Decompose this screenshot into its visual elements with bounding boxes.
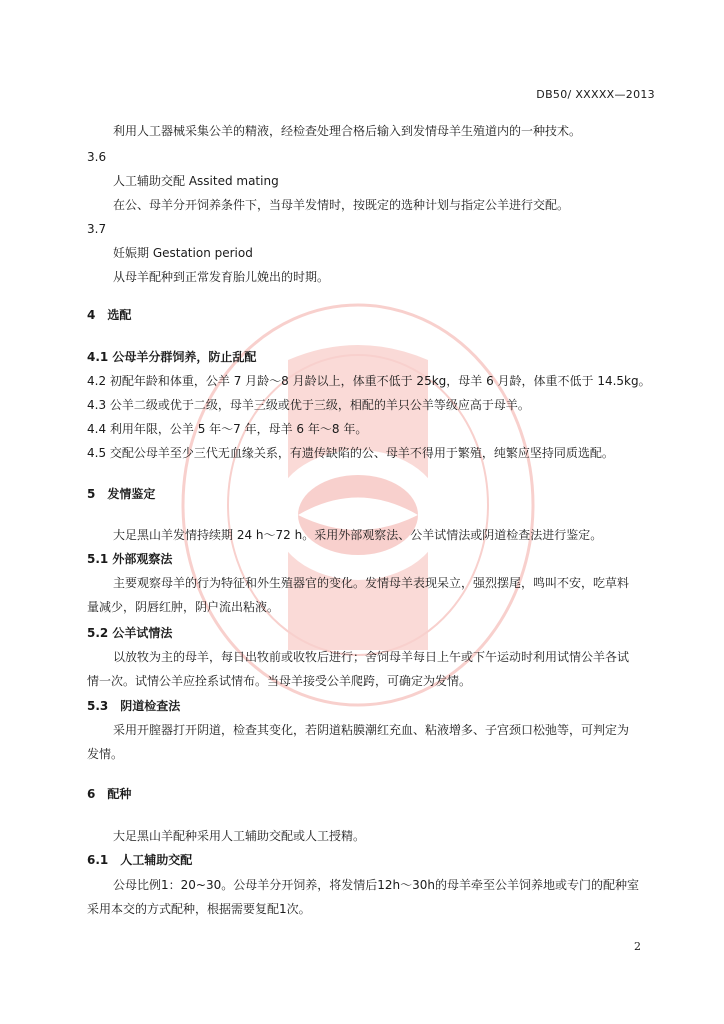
- paragraph-line: 发情。: [87, 747, 124, 761]
- section-heading: 5 发情鉴定: [87, 487, 156, 501]
- paragraph-line: 公母比例1：20~30。公母羊分开饲养，将发情后12h～30h的母羊牵至公羊饲养地或专门的配种室: [113, 878, 639, 892]
- term-definition: 从母羊配种到正常发育胎儿娩出的时期。: [113, 270, 330, 284]
- clause-heading: 5.1 外部观察法: [87, 552, 173, 566]
- paragraph-line: 大足黑山羊发情持续期 24 h～72 h。采用外部观察法、公羊试情法或阴道检查法进行鉴定。: [113, 528, 603, 542]
- clause-heading: 5.3 阴道检查法: [87, 699, 181, 713]
- paragraph-line: 采用本交的方式配种，根据需要复配1次。: [87, 902, 311, 916]
- page-number: 2: [634, 940, 641, 953]
- section-number: 3.7: [87, 222, 107, 236]
- clause-text: 4.5 交配公母羊至少三代无血缘关系，有遗传缺陷的公、母羊不得用于繁殖，纯繁应坚持同质选配。: [87, 446, 614, 460]
- clause-text: 4.4 利用年限，公羊 5 年～7 年，母羊 6 年～8 年。: [87, 422, 368, 436]
- paragraph-line: 大足黑山羊配种采用人工辅助交配或人工授精。: [113, 829, 366, 843]
- section-number: 3.6: [87, 150, 107, 164]
- term-title: 妊娠期 Gestation period: [113, 246, 253, 260]
- paragraph-line: 情一次。试情公羊应拴系试情布。当母羊接受公羊爬跨，可确定为发情。: [87, 674, 472, 688]
- paragraph-line: 采用开膣器打开阴道，检查其变化，若阴道粘膜潮红充血、粘液增多、子宫颈口松弛等，可判定为: [113, 723, 630, 737]
- clause-heading: 6.1 人工辅助交配: [87, 853, 193, 867]
- standard-code: DB50/ XXXXX—2013: [536, 88, 655, 101]
- paragraph-line: 主要观察母羊的行为特征和外生殖器官的变化。发情母羊表现呆立，强烈摆尾，鸣叫不安，吃草料: [113, 576, 630, 590]
- term-title: 人工辅助交配 Assited mating: [113, 174, 279, 188]
- clause-text: 4.3 公羊二级或优于二级，母羊三级或优于三级，相配的羊只公羊等级应高于母羊。: [87, 398, 530, 412]
- section-heading: 6 配种: [87, 787, 132, 801]
- section-heading: 4 选配: [87, 308, 132, 322]
- clause-heading: 4.1 公母羊分群饲养，防止乱配: [87, 350, 257, 364]
- term-definition: 在公、母羊分开饲养条件下，当母羊发情时，按既定的选种计划与指定公羊进行交配。: [113, 198, 570, 212]
- clause-text: 4.2 初配年龄和体重，公羊 7 月龄～8 月龄以上，体重不低于 25kg，母羊 6 月龄，体重不低于 14.5kg。: [87, 374, 651, 388]
- paragraph-line: 利用人工器械采集公羊的精液，经检查处理合格后输入到发情母羊生殖道内的一种技术。: [113, 124, 582, 138]
- paragraph-line: 量减少，阴唇红肿，阴户流出粘液。: [87, 600, 280, 614]
- paragraph-line: 以放牧为主的母羊，每日出牧前或收牧后进行；舍饲母羊每日上午或下午运动时利用试情公羊各试: [113, 650, 630, 664]
- clause-heading: 5.2 公羊试情法: [87, 626, 173, 640]
